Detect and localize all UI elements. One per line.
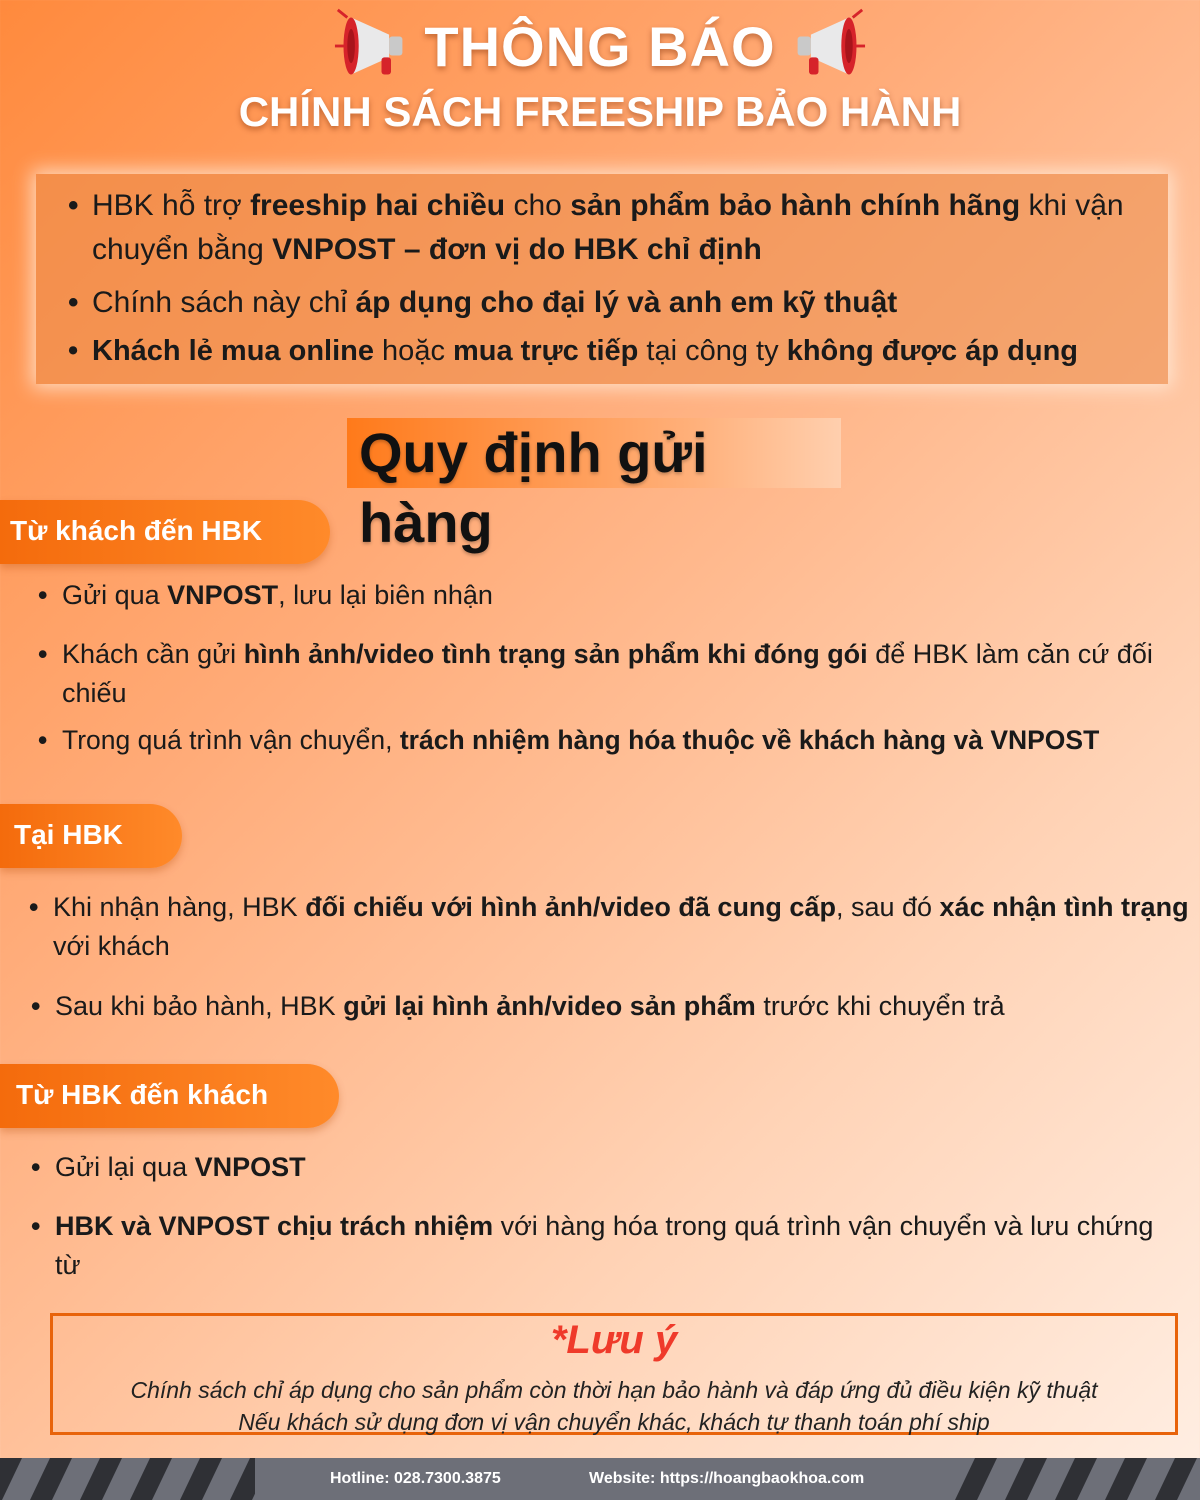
header [0, 6, 1200, 86]
section-header-at-hbk: Tại HBK [0, 804, 182, 868]
list-item: • Gửi qua VNPOST, lưu lại biên nhận [38, 580, 493, 610]
footer-contact [255, 1458, 945, 1500]
hazard-stripes-left [0, 1458, 260, 1500]
note-line: Nếu khách sử dụng đơn vị vận chuyển khác, khách tự thanh toán phí ship [238, 1409, 990, 1435]
note-line: Chính sách chỉ áp dụng cho sản phẩm còn thời hạn bảo hành và đáp ứng đủ điều kiện kỹ thuật [130, 1377, 1098, 1403]
list-item: • Sau khi bảo hành, HBK gửi lại hình ảnh/video sản phẩm trước khi chuyển trả [31, 991, 1005, 1021]
intro-item: • Chính sách này chỉ áp dụng cho đại lý và anh em kỹ thuật [68, 286, 898, 319]
rules-heading: Quy định gửi hàng [347, 418, 841, 488]
hotline-text: Hotline: 028.7300.3875 [330, 1470, 501, 1487]
list-item: • Gửi lại qua VNPOST [31, 1152, 306, 1182]
page-title: THÔNG BÁO [424, 14, 776, 78]
intro-item: • HBK hỗ trợ freeship hai chiều cho sản phẩm bảo hành chính hãng khi vận chuyển bằng VNPOST – đơn vị do HBK chỉ định [68, 189, 1124, 266]
intro-item: • Khách lẻ mua online hoặc mua trực tiếp tại công ty không được áp dụng [68, 335, 1079, 367]
page-subtitle: CHÍNH SÁCH FREESHIP BẢO HÀNH [238, 88, 962, 135]
list-item: • Khi nhận hàng, HBK đối chiếu với hình ảnh/video đã cung cấp, sau đó xác nhận tình trạng với khách [29, 892, 1189, 962]
section-header-hbk-to-customer: Từ HBK đến khách [0, 1064, 339, 1128]
section-header-customer-to-hbk: Từ khách đến HBK [0, 500, 330, 564]
list-item: • HBK và VNPOST chịu trách nhiệm với hàng hóa trong quá trình vận chuyển và lưu chứng từ [31, 1211, 1154, 1281]
hazard-stripes-right [945, 1458, 1200, 1500]
megaphone-icon [790, 8, 866, 84]
website-link[interactable]: Website: https://hoangbaokhoa.com [589, 1470, 865, 1487]
intro-box [36, 174, 1168, 384]
list-item: • Khách cần gửi hình ảnh/video tình trạng sản phẩm khi đóng gói để HBK làm căn cứ đối chiếu [38, 639, 1153, 709]
note-title: *Lưu ý [550, 1318, 678, 1362]
footer [0, 1458, 1200, 1500]
note-box [50, 1313, 1178, 1435]
megaphone-icon [334, 8, 410, 84]
list-item: • Trong quá trình vận chuyển, trách nhiệm hàng hóa thuộc về khách hàng và VNPOST [38, 725, 1100, 755]
